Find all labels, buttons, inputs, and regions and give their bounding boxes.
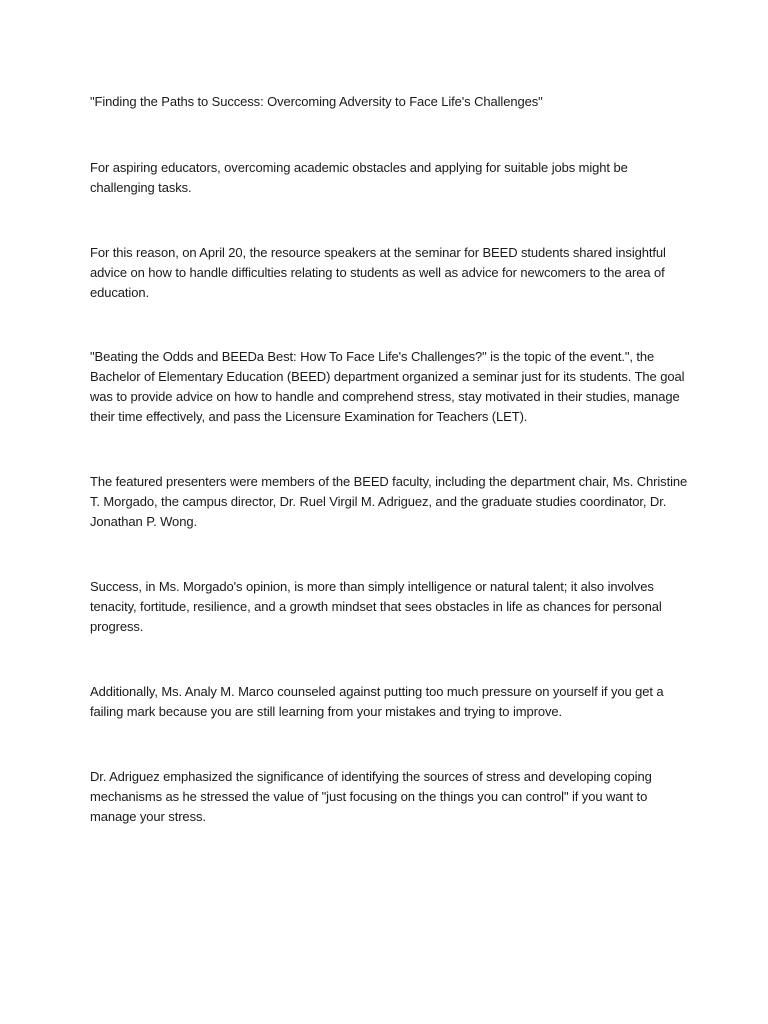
paragraph-marco-advice: Additionally, Ms. Analy M. Marco counseled against putting too much pressure on yourself if you get a failing mark because you are still learning from your mistakes and trying to improve. bbox=[90, 684, 664, 719]
document-title: "Finding the Paths to Success: Overcoming Adversity to Face Life's Challenges" bbox=[90, 94, 543, 109]
paragraph-seminar-date: For this reason, on April 20, the resource speakers at the seminar for BEED students shared insightful advice on how to handle difficulties relating to students as well as advice for newcomers to the area of education. bbox=[90, 245, 666, 300]
paragraph-intro: For aspiring educators, overcoming academic obstacles and applying for suitable jobs might be challenging tasks. bbox=[90, 160, 628, 195]
paragraph-presenters: The featured presenters were members of the BEED faculty, including the department chair, Ms. Christine T. Morgado, the campus director, Dr. Ruel Virgil M. Adriguez, and the graduate studies coordinator, Dr. Jonathan P. Wong. bbox=[90, 474, 688, 529]
paragraph-event-topic: "Beating the Odds and BEEDa Best: How To Face Life's Challenges?" is the topic of the event.", the Bachelor of Elementary Education (BEED) department organized a seminar just for its students. The goal was to provide advice on how to handle and comprehend stress, stay motivated in their studies, manage their time effectively, and pass the Licensure Examination for Teachers (LET). bbox=[90, 349, 685, 424]
paragraph-morgado-opinion: Success, in Ms. Morgado's opinion, is more than simply intelligence or natural talent; it also involves tenacity, fortitude, resilience, and a growth mindset that sees obstacles in life as chances for personal progress. bbox=[90, 579, 662, 634]
document-body bbox=[90, 92, 690, 871]
paragraph-adriguez-stress: Dr. Adriguez emphasized the significance of identifying the sources of stress and developing coping mechanisms as he stressed the value of "just focusing on the things you can control" if you want to manage your stress. bbox=[90, 769, 652, 824]
